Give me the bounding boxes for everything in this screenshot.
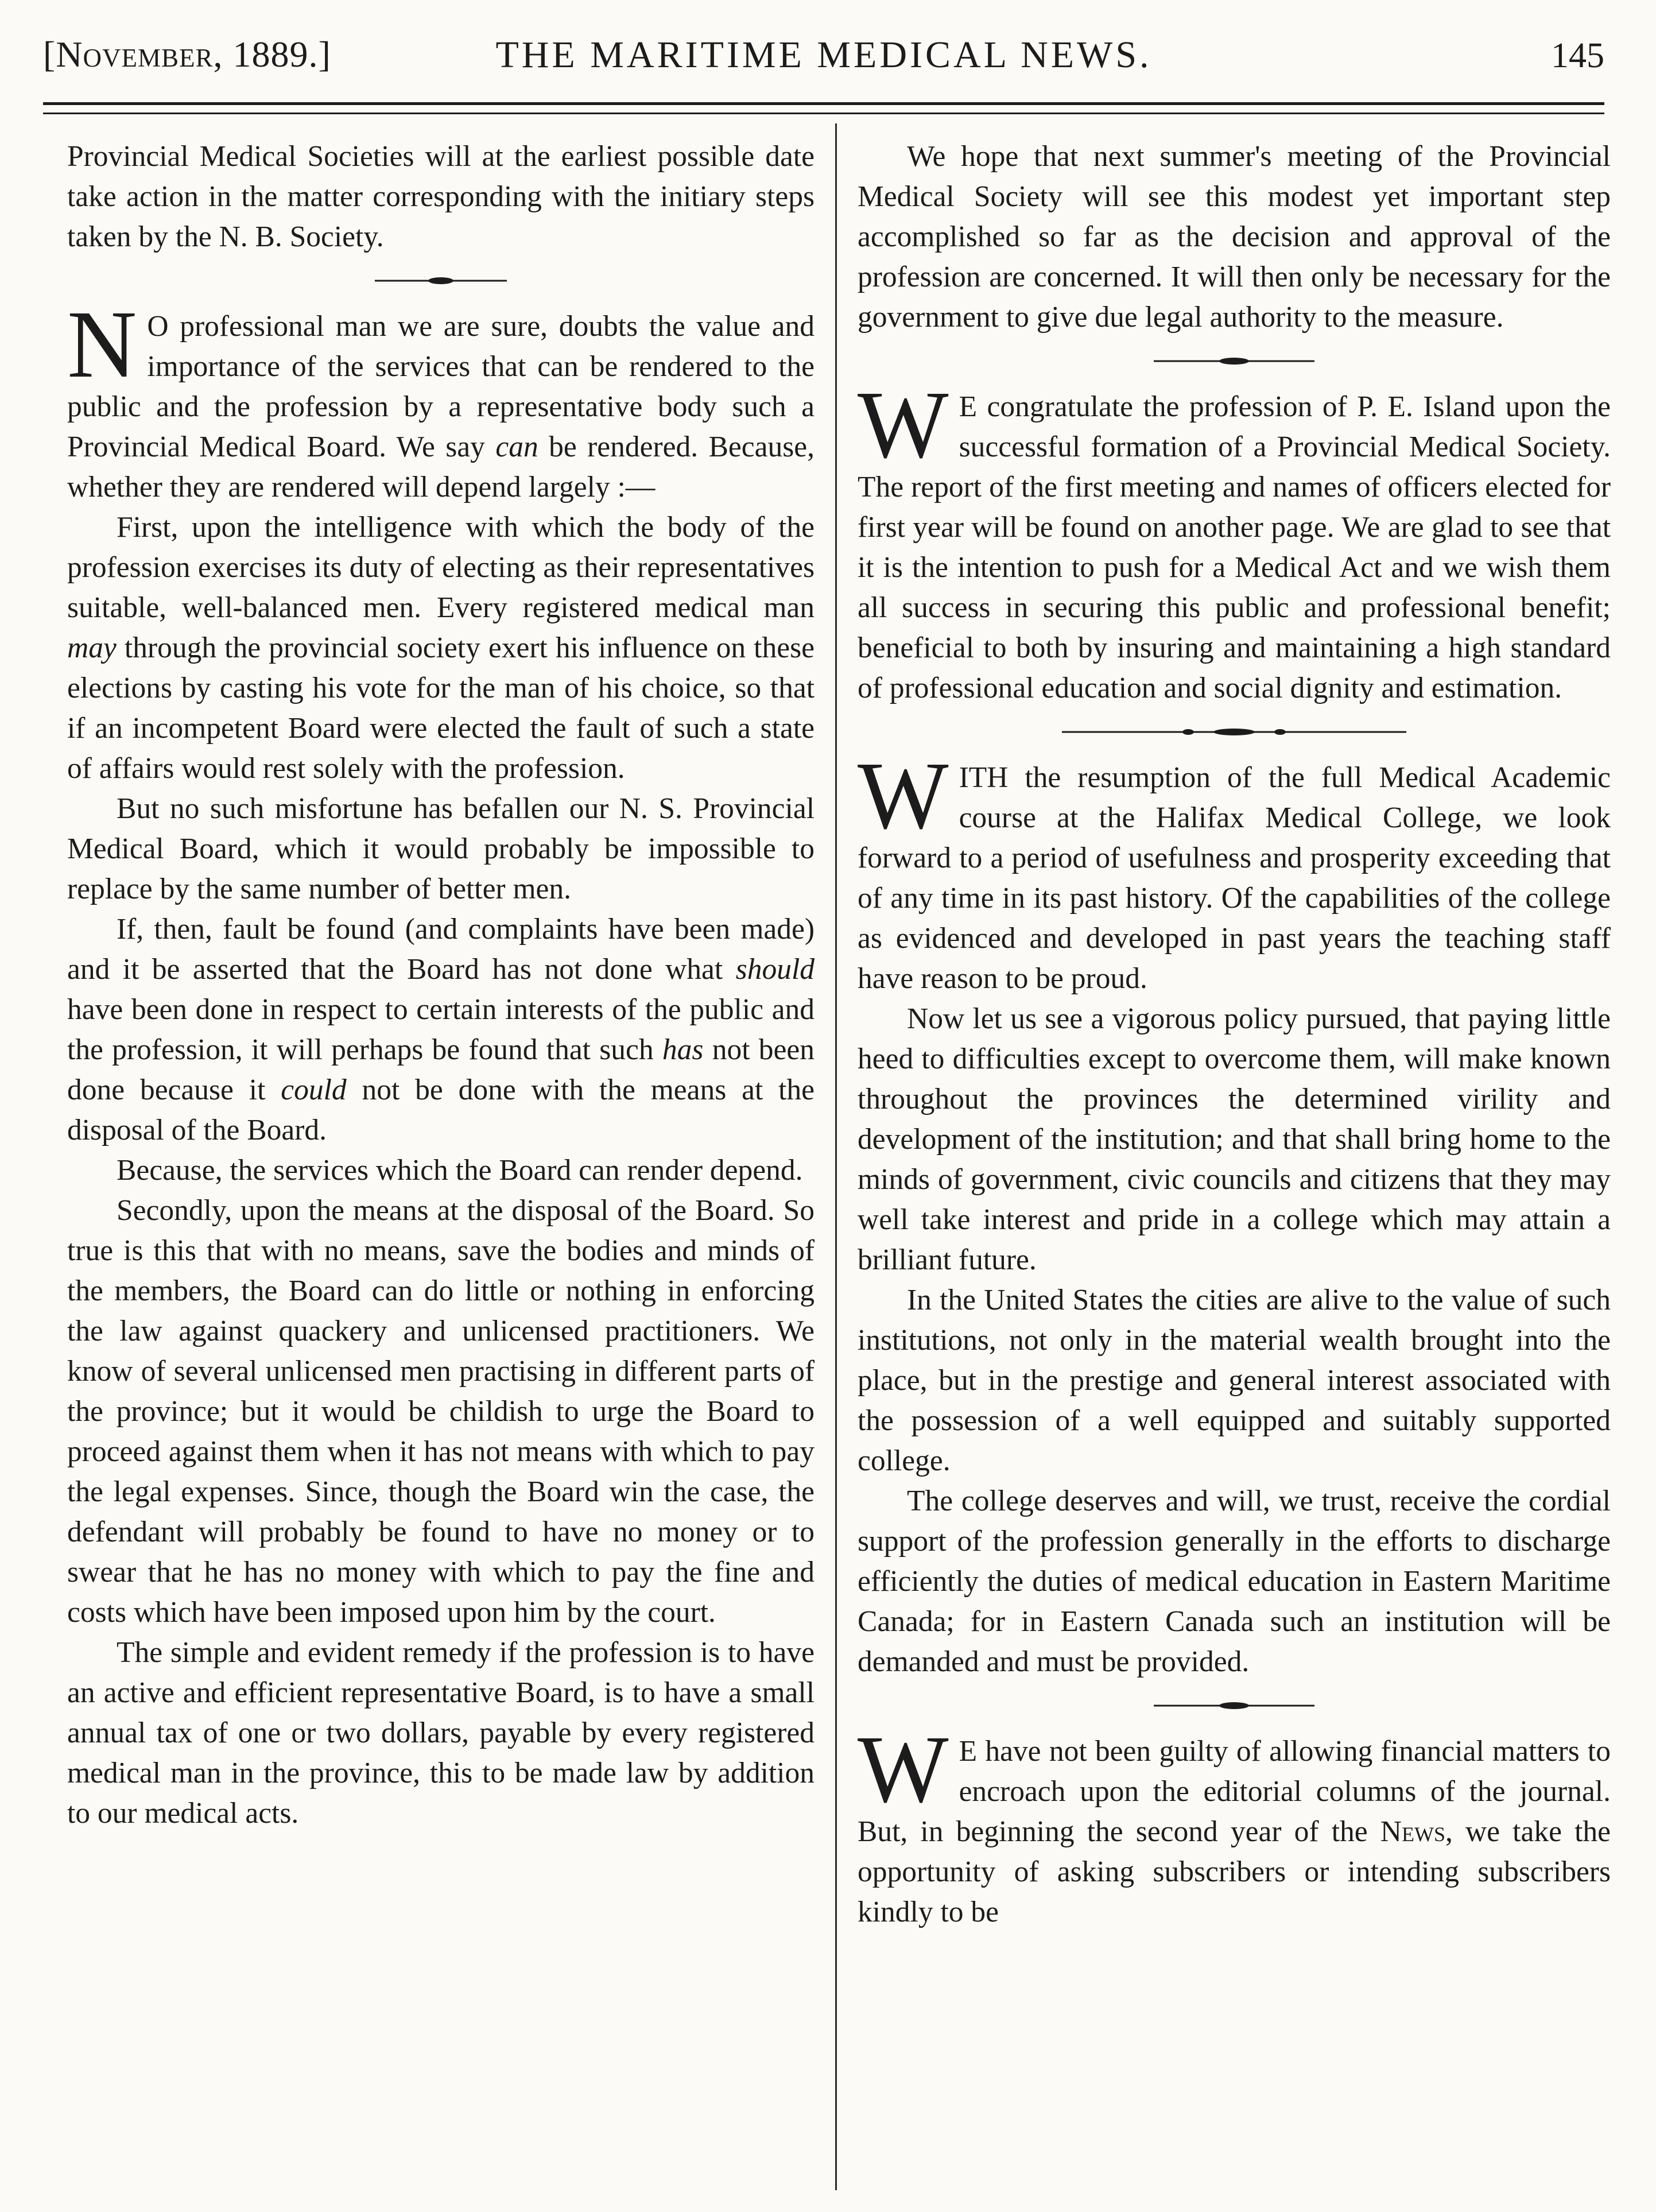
- text-run: not be done with the means at the disposal of the Board.: [67, 1074, 815, 1146]
- header-rule-thin: [43, 113, 1604, 114]
- left-column: [67, 137, 815, 1834]
- continued-paragraph: We hope that next summer's meeting of the Provincial Medical Society will see this modest yet important step accomplished so far as the decision and approval of the profession are concerned. It will then only be necessary for the government to give due legal authority to the measure.: [858, 140, 1611, 334]
- section-separator-ornament: [1154, 1702, 1314, 1710]
- text-run: O professional man we are sure, doubts the value and importance of the services that can be rendered to the public and the profession by a representative body such a Provincial Medical Board.: [67, 310, 815, 463]
- page-number: 145: [1551, 36, 1604, 75]
- text-run: We say: [396, 431, 485, 463]
- emphasis: should: [735, 953, 815, 986]
- header-rule-thick: [43, 102, 1604, 105]
- article-paragraph: In the United States the cities are alive to the value of such institutions, not only in the material wealth brought into the place, but in the prestige and general interest associated with the possession of a well equipped and suitably supported college.: [858, 1284, 1611, 1477]
- drop-cap: W: [858, 371, 949, 478]
- section-separator-ornament: [375, 277, 507, 285]
- emphasis: could: [281, 1074, 347, 1106]
- text-run: be rendered. Because, whether they are rendered will depend largely :—: [67, 431, 815, 503]
- article-paragraph: [67, 291, 815, 508]
- article-paragraph: ITH the resumption of the full Medical Academic course at the Halifax Medical College, we look forward to a period of usefulness and prosperity exceeding that of any time in its past history. Of the capabilities of the college as evidenced and developed in past years the teaching staff have reason to be proud.: [858, 761, 1611, 995]
- journal-name-smallcaps: News,: [1380, 1815, 1453, 1848]
- article-paragraph: The simple and evident remedy if the profession is to have an active and efficient representative Board, is to have a small annual tax of one or two dollars, payable by every registered medical man in the province, this to be made law by addition to our medical acts.: [67, 1636, 815, 1830]
- journal-title: THE MARITIME MEDICAL NEWS.: [495, 34, 1152, 76]
- article-paragraph: The college deserves and will, we trust, receive the cordial support of the profession generally in the efforts to discharge efficiently the duties of medical education in Eastern Maritime Canada; for in Eastern Canada such an institution will be demanded and must be provided.: [858, 1485, 1611, 1678]
- article-pei-medical-society: [858, 371, 1611, 708]
- text-run: First, upon the intelligence with which the body of the profession exercises its duty of electing as their representatives suitable, well-balanced men. Every registered medical man: [67, 511, 815, 624]
- article-paragraph: Because, the services which the Board can render depend.: [117, 1154, 803, 1187]
- text-run: E have not been guilty of allowing financial matters to encroach upon the editorial columns of the journal. But, in beginning the second year of the: [858, 1735, 1611, 1848]
- text-run: have been done in respect to certain interests of the public and the profession, it will perhaps be found that such: [67, 993, 815, 1066]
- article-paragraph: E congratulate the profession of P. E. Island upon the successful formation of a Provincial Medical Society. The report of the first meeting and names of officers elected for first year will be found on another page. We are glad to see that it is the intention to push for a Medical Act and we wish them all success in securing this public and professional benefit; beneficial to both by insuring and maintaining a high standard of professional education and social dignity and estimation.: [858, 390, 1611, 704]
- article-paragraph: Secondly, upon the means at the disposal of the Board. So true is this that with no means, save the bodies and minds of the members, the Board can do little or nothing in enforcing the law against quackery and unlicensed practitioners. We know of several unlicensed men practising in different parts of the province; but it would be childish to urge the Board to proceed against them when it has not means with which to pay the legal expenses. Since, though the Board win the case, the defendant will probably be found to have no money or to swear that he has no money with which to pay the fine and costs which have been imposed upon him by the court.: [67, 1194, 815, 1629]
- article-paragraph: Now let us see a vigorous policy pursued, that paying little heed to difficulties except to overcome them, will make known throughout the provinces the determined virility and development of the institution; and that shall bring home to the minds of government, civic councils and citizens that they may well take interest and pride in a college which may attain a brilliant future.: [858, 1002, 1611, 1276]
- emphasis: may: [67, 632, 117, 664]
- running-header: [43, 33, 1604, 88]
- text-run: through the provincial society exert his influence on these elections by casting his vote for the man of his choice, so that if an incompetent Board were elected the fault of such a state of affairs would rest solely with the profession.: [67, 632, 815, 785]
- drop-cap: W: [858, 742, 949, 849]
- article-paragraph: [67, 508, 815, 789]
- issue-date: [November, 1889.]: [43, 34, 331, 75]
- drop-cap: W: [858, 1716, 949, 1823]
- drop-cap: N: [67, 291, 137, 398]
- column-divider: [835, 123, 837, 2190]
- right-column: [858, 137, 1611, 1932]
- section-separator-ornament: [1154, 357, 1314, 365]
- emphasis: can: [495, 431, 538, 463]
- section-separator-ornament: [1062, 728, 1406, 736]
- continued-paragraph: Provincial Medical Societies will at the earliest possible date take action in the matter corresponding with the initiary steps taken by the N. B. Society.: [67, 140, 815, 253]
- emphasis: has: [662, 1033, 704, 1066]
- text-run: we take the opportunity of asking subscribers or intending subscribers kindly to be: [858, 1815, 1611, 1928]
- article-financial-matters: [858, 1716, 1611, 1932]
- article-paragraph: [858, 1716, 1611, 1932]
- article-provincial-medical-board: [67, 291, 815, 1834]
- text-run: not been done because it: [67, 1033, 815, 1106]
- article-halifax-medical-college: [858, 742, 1611, 1682]
- article-paragraph: But no such misfortune has befallen our N. S. Provincial Medical Board, which it would probably be impossible to replace by the same number of better men.: [67, 792, 815, 905]
- article-paragraph: [67, 909, 815, 1150]
- text-run: If, then, fault be found (and complaints have been made) and it be asserted that the Board has not done what: [67, 913, 815, 986]
